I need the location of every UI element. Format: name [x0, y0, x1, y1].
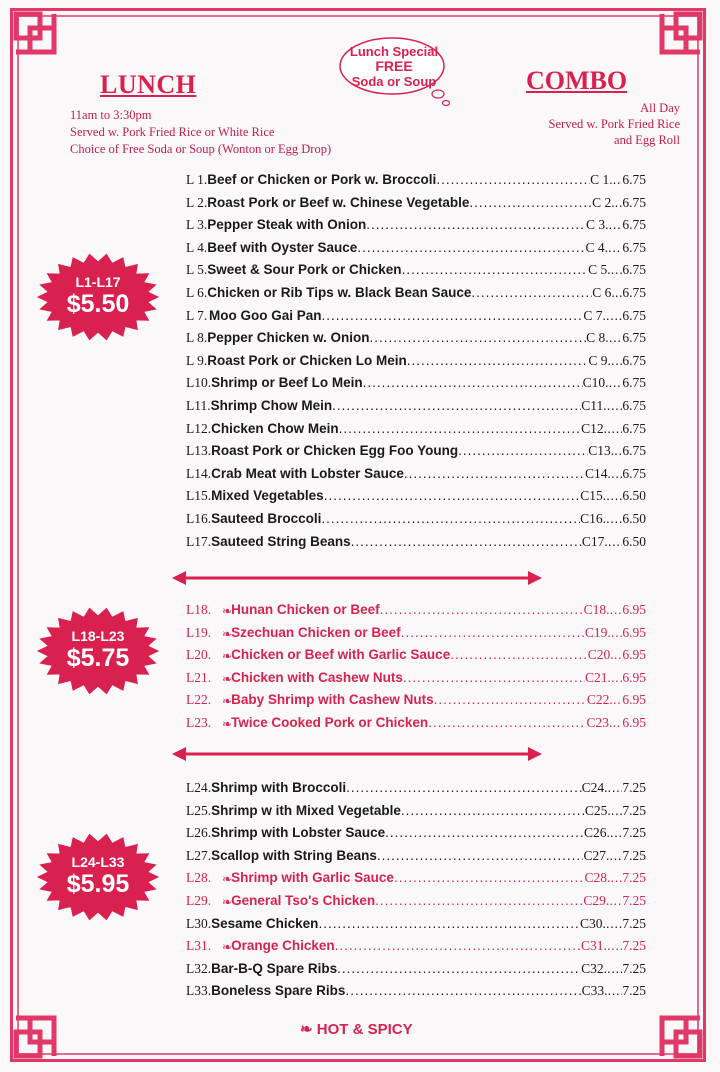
leader-dots	[606, 511, 622, 526]
dish-name: Sesame Chicken	[211, 915, 319, 931]
lunch-number: L18.	[186, 602, 212, 617]
dish-name: Roast Pork or Chicken Egg Foo Young	[211, 443, 459, 459]
lunch-number: L29.	[186, 893, 212, 908]
lunch-number: L32.	[186, 960, 212, 976]
lunch-number: L33.	[186, 983, 212, 999]
combo-price: 6.95	[622, 624, 646, 640]
menu-item-row	[186, 692, 646, 714]
dish-name: Beef or Chicken or Pork w. Broccoli	[207, 172, 437, 187]
combo-number: C30.	[579, 915, 606, 931]
leader-dots	[612, 715, 622, 730]
leader-dots	[346, 780, 581, 795]
combo-number: C10.	[582, 375, 609, 391]
combo-hours: All Day	[640, 101, 680, 115]
combo-number: C 8.	[586, 330, 609, 346]
menu-item-row	[186, 488, 646, 510]
menu-item-row	[186, 893, 646, 915]
menu-item-row	[186, 780, 646, 802]
combo-price: 7.25	[622, 802, 646, 818]
leader-dots	[608, 240, 622, 255]
combo-number: C 1.	[590, 172, 613, 187]
leader-dots	[377, 848, 584, 863]
combo-price: 7.25	[622, 938, 646, 954]
corner-knot-icon	[642, 8, 706, 72]
combo-price: 7.25	[622, 825, 646, 841]
menu-item-row	[186, 825, 646, 847]
price-burst	[36, 606, 160, 696]
leader-dots	[401, 625, 585, 640]
dish-name: Szechuan Chicken or Beef	[231, 624, 401, 640]
combo-number: C 3.	[585, 217, 609, 233]
leader-dots	[363, 375, 583, 390]
dish-name: Crab Meat with Lobster Sauce	[211, 465, 404, 481]
combo-number: C31.	[580, 938, 607, 954]
leader-dots	[450, 647, 588, 662]
lunch-number: L 6.	[186, 285, 208, 300]
combo-number: C21.	[584, 669, 611, 685]
combo-roll: and Egg Roll	[614, 133, 680, 147]
dish-name: Sauteed String Beans	[211, 533, 351, 549]
dish-name: Mixed Vegetables	[211, 488, 324, 504]
menu-item-row	[186, 803, 646, 825]
leader-dots	[615, 285, 623, 300]
menu-item-row	[186, 375, 646, 397]
combo-number: C 2.	[592, 194, 615, 210]
leader-dots	[611, 353, 622, 368]
menu-item-row	[186, 217, 646, 239]
corner-knot-icon	[10, 8, 74, 72]
combo-number: C26.	[583, 825, 610, 841]
menu-item-row	[186, 625, 646, 647]
menu-item-row	[186, 262, 646, 284]
leader-dots	[345, 983, 581, 998]
menu-item-row	[186, 466, 646, 488]
menu-item-row	[186, 602, 646, 624]
lunch-number: L 9.	[186, 352, 208, 368]
dish-name: Scallop with String Beans	[211, 847, 377, 863]
leader-dots	[609, 893, 622, 908]
leader-dots	[357, 240, 585, 255]
leader-dots	[609, 217, 623, 232]
lunch-number: L13.	[186, 443, 212, 459]
combo-price: 6.50	[622, 511, 646, 526]
combo-number: C18.	[583, 602, 610, 617]
combo-number: C23.	[586, 715, 613, 730]
leader-dots	[404, 466, 585, 481]
menu-item-row	[186, 172, 646, 194]
combo-number: C29.	[583, 893, 610, 908]
combo-price: 7.25	[622, 870, 646, 886]
double-arrow-icon	[172, 746, 542, 762]
burst-price: $5.95	[66, 870, 130, 898]
combo-number: C32.	[581, 960, 607, 976]
combo-number: C17.	[581, 533, 608, 549]
combo-price: 7.25	[622, 847, 646, 863]
dish-name: Shrimp with Lobster Sauce	[211, 825, 386, 841]
combo-number: C27.	[583, 847, 610, 863]
combo-price: 6.75	[622, 285, 646, 300]
combo-number: C33.	[581, 983, 608, 999]
double-arrow-icon	[172, 570, 542, 586]
leader-dots	[609, 848, 622, 863]
combo-number: C25.	[584, 802, 611, 818]
leader-dots	[611, 803, 623, 818]
menu-item-row	[186, 647, 646, 669]
combo-price: 6.95	[622, 715, 646, 730]
leader-dots	[337, 961, 581, 976]
leader-dots	[611, 466, 622, 481]
dish-name: Pepper Steak with Onion	[207, 217, 367, 233]
leader-dots	[609, 330, 623, 345]
dish-name: Hunan Chicken or Beef	[231, 602, 380, 617]
dish-name: Boneless Spare Ribs	[211, 983, 346, 999]
bubble-line2: FREE	[375, 58, 413, 74]
leader-dots	[607, 961, 622, 976]
combo-price: 6.75	[622, 375, 646, 391]
burst-price: $5.75	[66, 644, 130, 672]
combo-number: C15.	[580, 488, 607, 504]
dish-name: Beef with Oyster Sauce	[207, 239, 358, 255]
combo-title: COMBO	[526, 66, 628, 95]
pepper-icon: ❧	[222, 872, 233, 887]
combo-price: 6.75	[622, 307, 646, 323]
dish-name: Sweet & Sour Pork or Chicken	[207, 262, 402, 278]
lunch-number: L10.	[186, 375, 212, 391]
leader-dots	[434, 692, 587, 707]
dish-name: General Tso's Chicken	[231, 893, 376, 908]
lunch-number: L14.	[186, 465, 212, 481]
combo-served: Served w. Pork Fried Rice	[548, 117, 680, 131]
dish-name: Moo Goo Gai Pan	[208, 307, 322, 323]
lunch-number: L 5.	[186, 262, 208, 278]
burst-range: L24-L33	[71, 854, 125, 870]
combo-number: C12.	[581, 420, 608, 436]
menu-item-row	[186, 308, 646, 330]
menu-item-row	[186, 961, 646, 983]
combo-number: C 9.	[588, 352, 611, 368]
combo-number: C22.	[586, 692, 613, 708]
combo-number: C19.	[584, 624, 611, 640]
leader-dots	[614, 647, 623, 662]
menu-item-row	[186, 240, 646, 262]
leader-dots	[394, 870, 585, 885]
pepper-icon: ❧	[222, 895, 233, 909]
dish-name: Chicken or Beef with Garlic Sauce	[231, 647, 451, 663]
lunch-info	[70, 107, 331, 158]
dish-name: Roast Pork or Beef w. Chinese Vegetable	[207, 194, 470, 210]
combo-number: C 4.	[585, 239, 608, 255]
lunch-number: L 7.	[186, 307, 208, 323]
leader-dots	[611, 625, 623, 640]
combo-price: 6.95	[622, 669, 646, 685]
menu-item-row	[186, 983, 646, 1005]
menu-item-row	[186, 848, 646, 870]
lunch-number: L28.	[186, 870, 212, 886]
burst-range: L1-L17	[75, 274, 121, 290]
leader-dots	[318, 916, 580, 931]
corner-knot-icon	[10, 998, 74, 1062]
leader-dots	[370, 330, 587, 345]
leader-dots	[469, 195, 592, 210]
leader-dots	[332, 398, 581, 413]
leader-dots	[321, 511, 580, 526]
pepper-icon: ❧	[222, 649, 233, 664]
pepper-icon: ❧	[222, 626, 233, 641]
lunch-number: L26.	[186, 825, 212, 841]
combo-price: 6.75	[622, 398, 646, 413]
dish-name: Shrimp with Broccoli	[211, 780, 347, 795]
leader-dots	[335, 938, 581, 953]
bubble-line3: Soda or Soup	[351, 74, 437, 89]
lunch-number: L11.	[186, 398, 211, 413]
leader-dots	[351, 534, 582, 549]
lunch-number: L16.	[186, 511, 212, 526]
combo-price: 6.75	[622, 262, 646, 278]
menu-item-row	[186, 285, 646, 307]
bubble-text	[338, 44, 450, 89]
dish-name: Twice Cooked Pork or Chicken	[231, 715, 429, 730]
lunch-number: L 2.	[186, 194, 208, 210]
leader-dots	[401, 803, 585, 818]
dish-name: Pepper Chicken w. Onion	[207, 330, 370, 346]
menu-item-row	[186, 534, 646, 556]
leader-dots	[606, 308, 623, 323]
menu-item-row	[186, 938, 646, 960]
hot-spicy-label: HOT & SPICY	[316, 1021, 413, 1038]
leader-dots	[608, 375, 622, 390]
leader-dots	[402, 262, 589, 277]
menu-item-row	[186, 398, 646, 420]
combo-price: 6.75	[622, 465, 646, 481]
leader-dots	[613, 172, 623, 187]
corner-knot-icon	[642, 998, 706, 1062]
leader-dots	[614, 443, 622, 458]
leader-dots	[321, 308, 583, 323]
menu-item-row	[186, 511, 646, 533]
burst-price: $5.50	[66, 290, 130, 318]
lunch-served: Served w. Pork Fried Rice or White Rice	[70, 125, 275, 139]
leader-dots	[610, 870, 622, 885]
pepper-icon: ❧	[222, 940, 233, 955]
combo-number: C 6.	[592, 285, 615, 300]
lunch-choice: Choice of Free Soda or Soup (Wonton or Egg Drop)	[70, 142, 332, 156]
pepper-icon: ❧	[222, 671, 233, 686]
menu-item-row	[186, 353, 646, 375]
lunch-number: L23.	[186, 715, 212, 730]
leader-dots	[471, 285, 592, 300]
leader-dots	[607, 983, 622, 998]
combo-price: 6.75	[622, 172, 646, 187]
combo-price: 6.75	[622, 239, 646, 255]
combo-price: 6.95	[622, 647, 646, 663]
combo-price: 7.25	[622, 915, 646, 931]
combo-price: 6.75	[622, 352, 646, 368]
dish-name: Shrimp Chow Mein	[210, 398, 333, 413]
leader-dots	[608, 534, 623, 549]
leader-dots	[615, 195, 623, 210]
combo-price: 6.75	[622, 194, 646, 210]
lunch-number: L27.	[186, 847, 212, 863]
lunch-hours: 11am to 3:30pm	[70, 108, 152, 122]
lunch-number: L 1.	[186, 172, 208, 187]
leader-dots	[366, 217, 586, 232]
pepper-icon: ❧	[222, 717, 233, 731]
dish-name: Baby Shrimp with Cashew Nuts	[231, 692, 434, 708]
combo-price: 6.75	[622, 217, 646, 233]
menu-item-row	[186, 916, 646, 938]
combo-price: 7.25	[622, 960, 646, 976]
combo-number: C11.	[581, 398, 607, 413]
combo-number: C 5.	[588, 262, 611, 278]
lunch-number: L17.	[186, 533, 212, 549]
dish-name: Chicken with Cashew Nuts	[231, 669, 403, 685]
combo-number: C13.	[588, 443, 615, 459]
price-burst	[36, 832, 160, 922]
leader-dots	[606, 916, 623, 931]
pepper-icon: ❧	[222, 604, 233, 618]
combo-number: C28.	[584, 870, 611, 886]
leader-dots	[607, 421, 622, 436]
lunch-number: L21.	[186, 669, 212, 685]
combo-price: 6.75	[622, 420, 646, 436]
leader-dots	[606, 488, 622, 503]
combo-price: 6.50	[622, 533, 646, 549]
lunch-number: L22.	[186, 692, 212, 708]
lunch-number: L 8.	[186, 330, 208, 346]
lunch-number: L 3.	[186, 217, 208, 233]
price-burst	[36, 252, 160, 342]
menu-item-row	[186, 715, 646, 737]
combo-price: 7.25	[622, 780, 646, 795]
leader-dots	[428, 715, 586, 730]
leader-dots	[324, 488, 581, 503]
combo-number: C14.	[585, 465, 611, 481]
leader-dots	[608, 780, 623, 795]
lunch-number: L24.	[186, 780, 212, 795]
lunch-number: L31.	[186, 938, 212, 954]
combo-price: 6.75	[622, 330, 646, 346]
menu-item-row	[186, 195, 646, 217]
dish-name: Shrimp with Garlic Sauce	[231, 870, 394, 886]
leader-dots	[339, 421, 582, 436]
leader-dots	[610, 825, 623, 840]
leader-dots	[403, 670, 585, 685]
leader-dots	[458, 443, 588, 458]
leader-dots	[385, 825, 584, 840]
combo-info	[549, 100, 680, 148]
combo-price: 6.75	[622, 443, 646, 459]
combo-price: 6.50	[622, 488, 646, 504]
combo-number: C16.	[580, 511, 607, 526]
dish-name: Shrimp or Beef Lo Mein	[211, 375, 363, 391]
leader-dots	[607, 398, 623, 413]
leader-dots	[610, 602, 623, 617]
combo-number: C20.	[587, 647, 614, 663]
lunch-number: L19.	[186, 624, 212, 640]
combo-number: C24.	[581, 780, 608, 795]
leader-dots	[375, 893, 583, 908]
dish-name: Chicken or Rib Tips w. Black Bean Sauce	[207, 285, 472, 300]
menu-item-row	[186, 443, 646, 465]
bubble-line1: Lunch Special	[349, 44, 439, 59]
leader-dots	[436, 172, 590, 187]
dish-name: Shrimp w ith Mixed Vegetable	[211, 802, 401, 818]
combo-price: 7.25	[622, 983, 646, 999]
lunch-number: L30.	[186, 915, 212, 931]
combo-price: 6.95	[622, 602, 646, 617]
leader-dots	[607, 938, 623, 953]
hot-spicy-legend	[300, 1020, 413, 1038]
lunch-number: L 4.	[186, 239, 208, 255]
leader-dots	[611, 670, 623, 685]
lunch-number: L12.	[186, 420, 212, 436]
leader-dots	[611, 262, 623, 277]
burst-range: L18-L23	[71, 628, 125, 644]
combo-price: 7.25	[622, 893, 646, 908]
menu-item-row	[186, 870, 646, 892]
lunch-number: L20.	[186, 647, 212, 663]
menu-item-row	[186, 330, 646, 352]
lunch-number: L15.	[186, 488, 212, 504]
menu-item-row	[186, 670, 646, 692]
leader-dots	[407, 353, 589, 368]
leader-dots	[380, 602, 584, 617]
dish-name: Orange Chicken	[231, 938, 335, 954]
pepper-icon: ❧	[222, 694, 233, 709]
dish-name: Roast Pork or Chicken Lo Mein	[207, 352, 407, 368]
dish-name: Sauteed Broccoli	[211, 511, 322, 526]
combo-number: C 7.	[583, 307, 606, 323]
dish-name: Chicken Chow Mein	[211, 420, 339, 436]
leader-dots	[613, 692, 623, 707]
lunch-title: LUNCH	[100, 70, 197, 99]
lunch-number: L25.	[186, 802, 212, 818]
dish-name: Bar-B-Q Spare Ribs	[211, 960, 338, 976]
pepper-icon: ❧	[300, 1021, 313, 1038]
menu-item-row	[186, 421, 646, 443]
combo-price: 6.95	[622, 692, 646, 708]
